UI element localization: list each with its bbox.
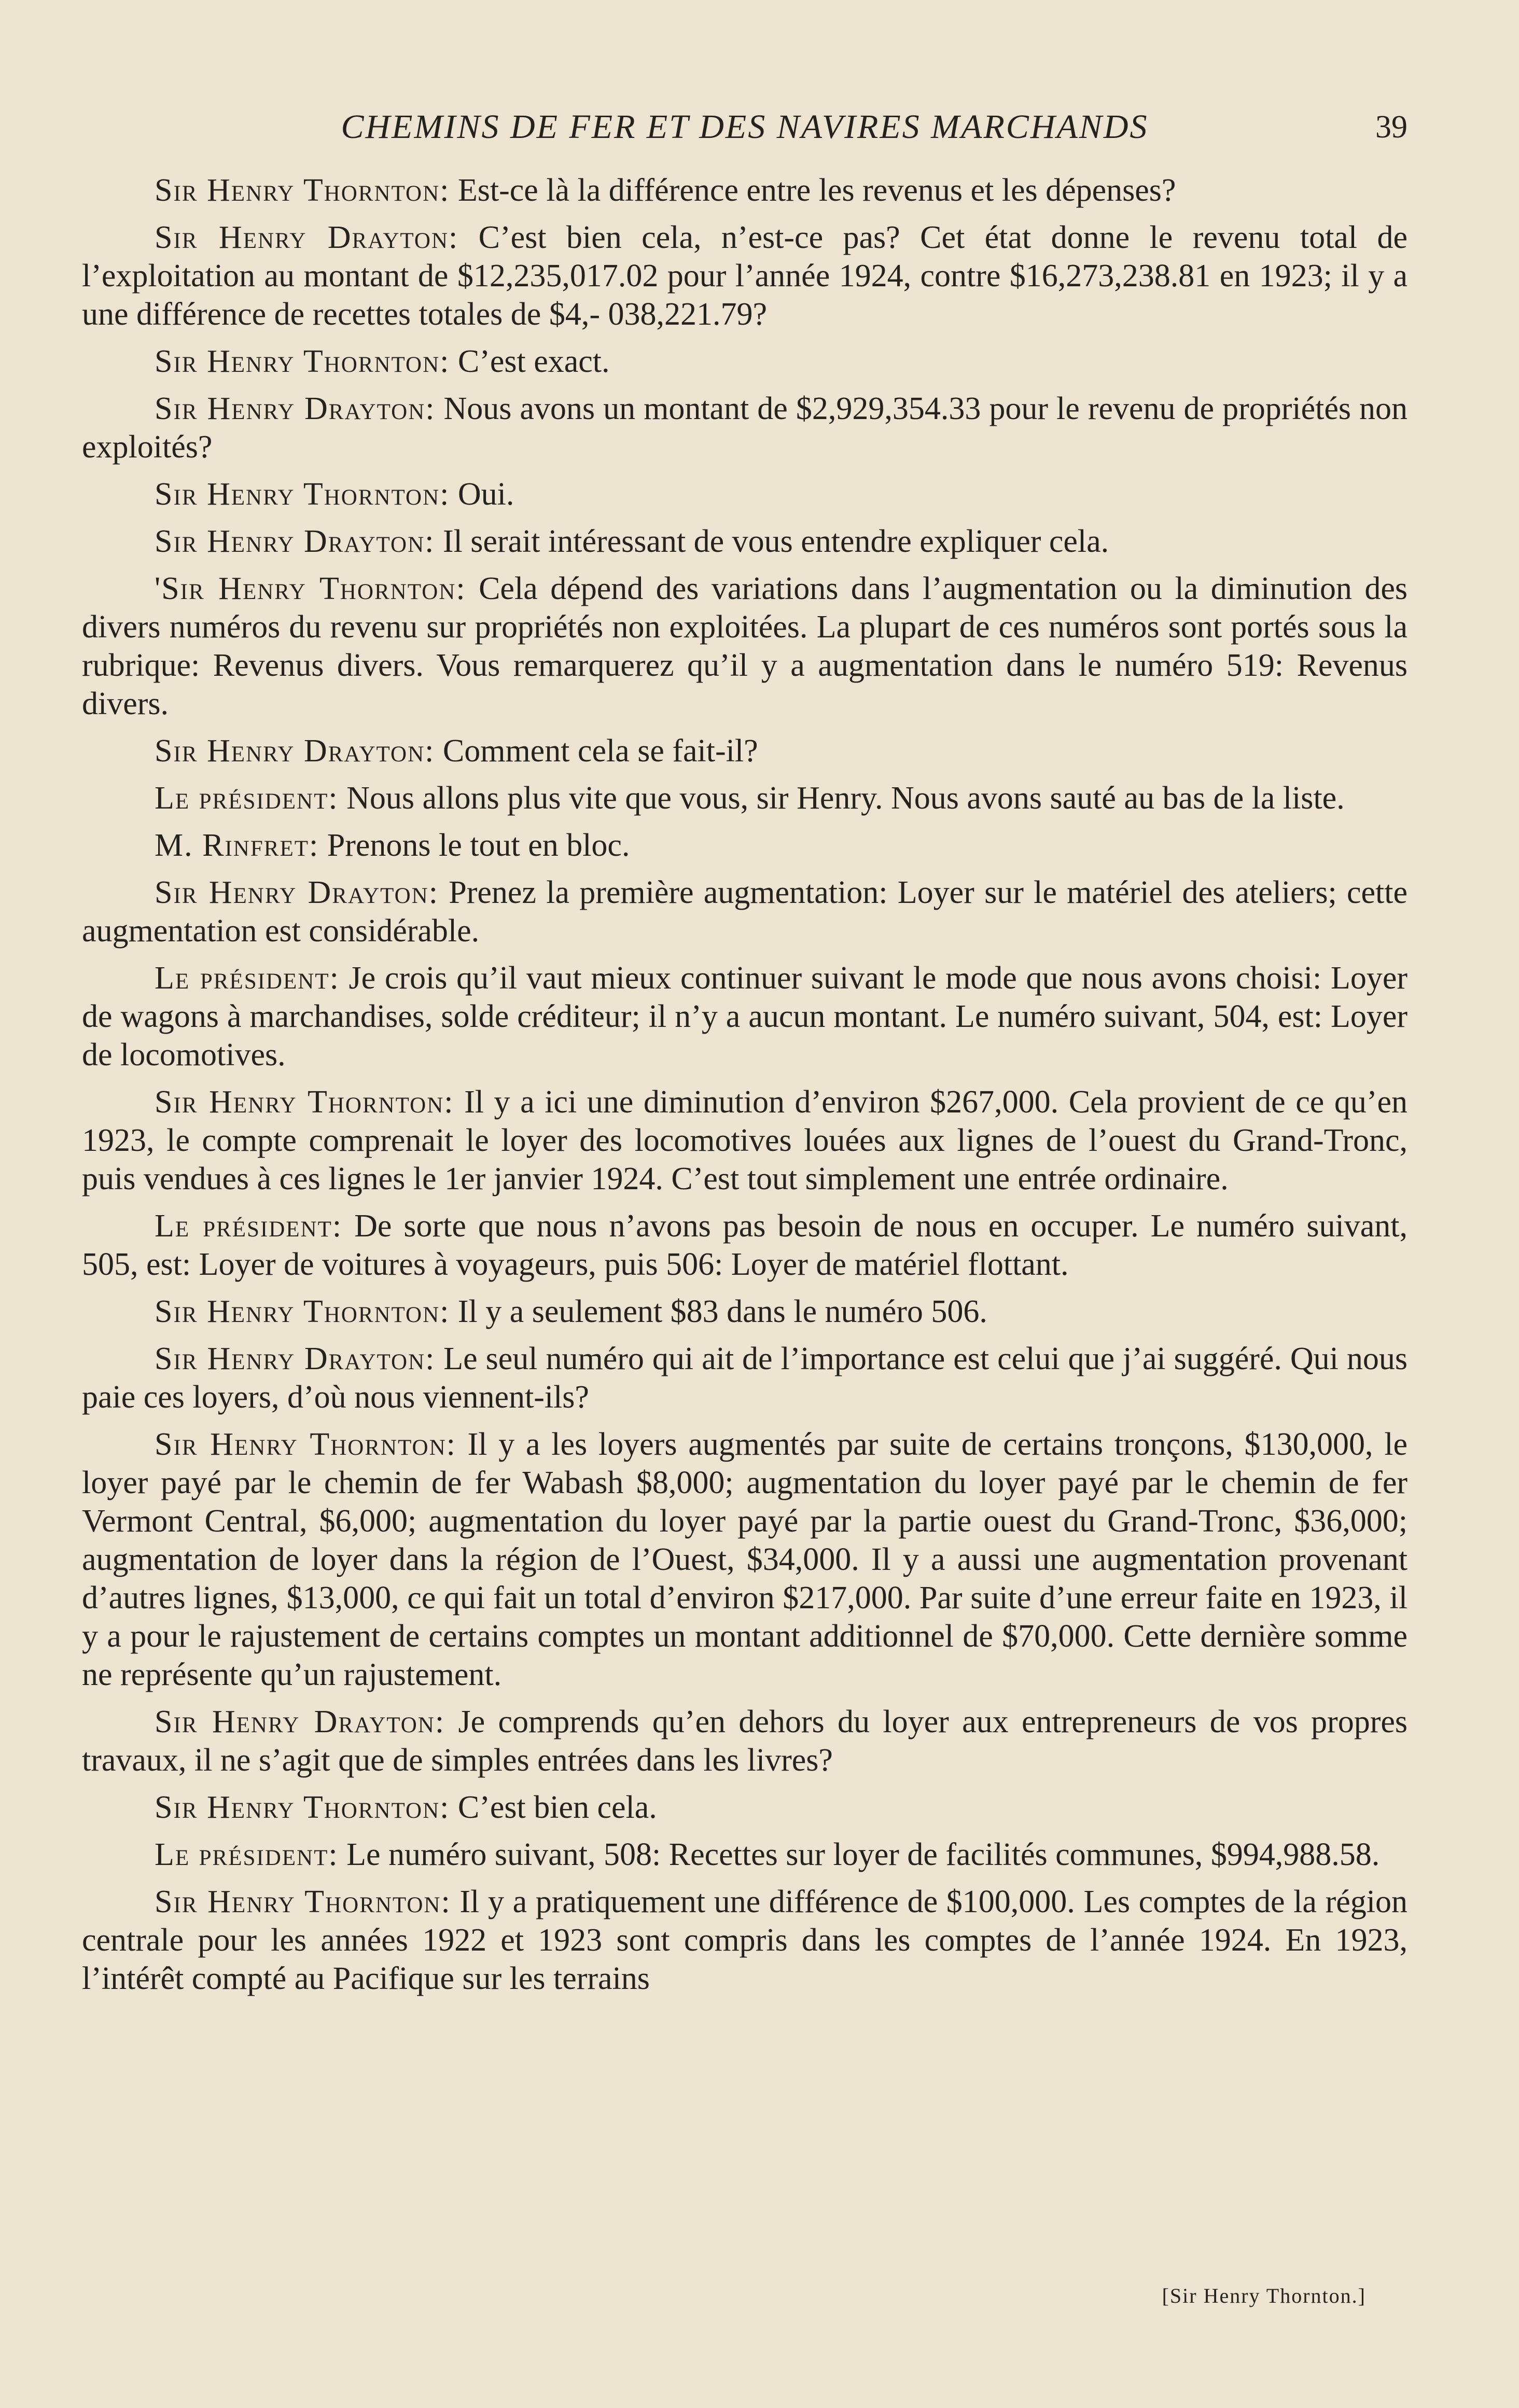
- paragraph: [82, 779, 1407, 817]
- paragraph-text: Il serait intéressant de vous entendre expliquer cela.: [435, 524, 1109, 559]
- paragraph: [82, 171, 1407, 210]
- catchword: [Sir Henry Thornton.]: [1162, 2284, 1366, 2307]
- paragraph-text: Le numéro suivant, 508: Recettes sur loyer de facilités communes, $994,988.58.: [338, 1837, 1380, 1872]
- speaker-name: Sir Henry Thornton:: [155, 344, 450, 379]
- speaker-name: Sir Henry Drayton:: [155, 1341, 436, 1376]
- paragraph-text: Prenons le tout en bloc.: [319, 828, 630, 863]
- paragraph: [82, 569, 1407, 723]
- speaker-name: 'Sir Henry Thornton:: [155, 571, 466, 606]
- paragraph-text: Nous allons plus vite que vous, sir Henry. Nous avons sauté au bas de la liste.: [338, 781, 1345, 816]
- paragraph: [82, 1703, 1407, 1779]
- paragraph: [82, 732, 1407, 770]
- paragraph: [82, 1292, 1407, 1331]
- speaker-name: Sir Henry Drayton:: [155, 524, 435, 559]
- speaker-name: Sir Henry Thornton:: [155, 477, 450, 512]
- speaker-name: Sir Henry Drayton:: [155, 391, 436, 426]
- speaker-name: Sir Henry Thornton:: [155, 1884, 451, 1919]
- paragraph: [82, 1788, 1407, 1827]
- paragraph: [82, 1835, 1407, 1874]
- running-title: CHEMINS DE FER ET DES NAVIRES MARCHANDS: [341, 108, 1149, 146]
- paragraph-text: Cela dépend des variations dans l’augmentation ou la diminution des divers numéros du revenu sur propriétés non exploitées. La plupart de ces numéros sont portés sous la rubrique: Revenus divers. Vous remarquerez qu’il y a augmentation dans le numéro 519: Revenus divers.: [82, 571, 1407, 721]
- speaker-name: Le président:: [155, 781, 339, 816]
- speaker-name: M. Rinfret:: [155, 828, 319, 863]
- speaker-name: Sir Henry Drayton:: [155, 1704, 445, 1739]
- page-number: 39: [1375, 109, 1407, 145]
- speaker-name: Le président:: [155, 1208, 343, 1244]
- speaker-name: Le président:: [155, 961, 340, 996]
- speaker-name: Sir Henry Drayton:: [155, 875, 439, 910]
- paragraph-text: Il y a pratiquement une différence de $100,000. Les comptes de la région centrale pour les années 1922 et 1923 sont compris dans les comptes de l’année 1924. En 1923, l’intérêt compté au Pacifique sur les terrains: [82, 1884, 1407, 1996]
- speaker-name: Sir Henry Thornton:: [155, 1084, 454, 1120]
- document-page: [82, 0, 1407, 2408]
- paragraph-text: Nous avons un montant de $2,929,354.33 pour le revenu de propriétés non exploités?: [82, 391, 1408, 465]
- speaker-name: Sir Henry Thornton:: [155, 1790, 450, 1825]
- transcript-body: [82, 171, 1407, 2007]
- speaker-name: Sir Henry Drayton:: [155, 220, 459, 255]
- paragraph: [82, 1207, 1407, 1284]
- paragraph: [82, 475, 1407, 513]
- paragraph: [82, 389, 1407, 466]
- paragraph-text: Je comprends qu’en dehors du loyer aux entrepreneurs de vos propres travaux, il ne s’agit que de simples entrées dans les livres?: [82, 1704, 1407, 1778]
- paragraph-text: Il y a ici une diminution d’environ $267,000. Cela provient de ce qu’en 1923, le compte comprenait le loyer des locomotives louées aux lignes de l’ouest du Grand-Tronc, puis vendues à ces lignes le 1er janvier 1924. C’est tout simplement une entrée ordinaire.: [82, 1084, 1408, 1196]
- paragraph-text: Il y a les loyers augmentés par suite de certains tronçons, $130,000, le loyer payé par le chemin de fer Wabash $8,000; augmentation du loyer payé par le chemin de fer Vermont Central, $6,000; augmentation du loyer payé par la partie ouest du Grand-Tronc, $36,000; augmentation de loyer dans la région de l’Ouest, $34,000. Il y a aussi une augmentation provenant d’autres lignes, $13,000, ce qui fait un total d’environ $217,000. Par suite d’une erreur faite en 1923, il y a pour le rajustement de certains comptes un montant additionnel de $70,000. Cette dernière somme ne représente qu’un rajustement.: [82, 1427, 1407, 1692]
- paragraph: [82, 826, 1407, 865]
- paragraph-text: Est-ce là la différence entre les revenus et les dépenses?: [450, 173, 1176, 208]
- speaker-name: Sir Henry Thornton:: [155, 1294, 450, 1329]
- paragraph-text: C’est bien cela, n’est-ce pas? Cet état donne le revenu total de l’exploitation au montant de $12,235,017.02 pour l’année 1924, contre $16,273,238.81 en 1923; il y a une différence de recettes totales de $4,- 038,221.79?: [82, 220, 1407, 332]
- paragraph: [82, 959, 1407, 1074]
- paragraph: [82, 1340, 1407, 1416]
- paragraph-text: Comment cela se fait-il?: [435, 733, 758, 769]
- speaker-name: Sir Henry Thornton:: [155, 1427, 456, 1462]
- paragraph: [82, 873, 1407, 950]
- paragraph: [82, 342, 1407, 381]
- paragraph: [82, 522, 1407, 561]
- paragraph-text: Oui.: [450, 477, 514, 512]
- paragraph: [82, 1883, 1407, 1998]
- paragraph-text: C’est exact.: [450, 344, 610, 379]
- paragraph: [82, 218, 1407, 333]
- paragraph-text: Il y a seulement $83 dans le numéro 506.: [450, 1294, 987, 1329]
- page-header: [82, 104, 1407, 150]
- paragraph: [82, 1425, 1407, 1694]
- speaker-name: Sir Henry Thornton:: [155, 173, 450, 208]
- paragraph-text: Je crois qu’il vaut mieux continuer suivant le mode que nous avons choisi: Loyer de wagons à marchandises, solde créditeur; il n’y a aucun montant. Le numéro suivant, 504, est: Loyer de locomotives.: [82, 961, 1407, 1073]
- paragraph-text: C’est bien cela.: [450, 1790, 657, 1825]
- paragraph-text: Prenez la première augmentation: Loyer sur le matériel des ateliers; cette augmentation est considérable.: [82, 875, 1407, 949]
- paragraph-text: Le seul numéro qui ait de l’importance est celui que j’ai suggéré. Qui nous paie ces loyers, d’où nous viennent-ils?: [82, 1341, 1407, 1415]
- paragraph-text: De sorte que nous n’avons pas besoin de nous en occuper. Le numéro suivant, 505, est: Loyer de voitures à voyageurs, puis 506: Loyer de matériel flottant.: [82, 1208, 1407, 1282]
- paragraph: [82, 1083, 1407, 1198]
- speaker-name: Le président:: [155, 1837, 339, 1872]
- speaker-name: Sir Henry Drayton:: [155, 733, 435, 769]
